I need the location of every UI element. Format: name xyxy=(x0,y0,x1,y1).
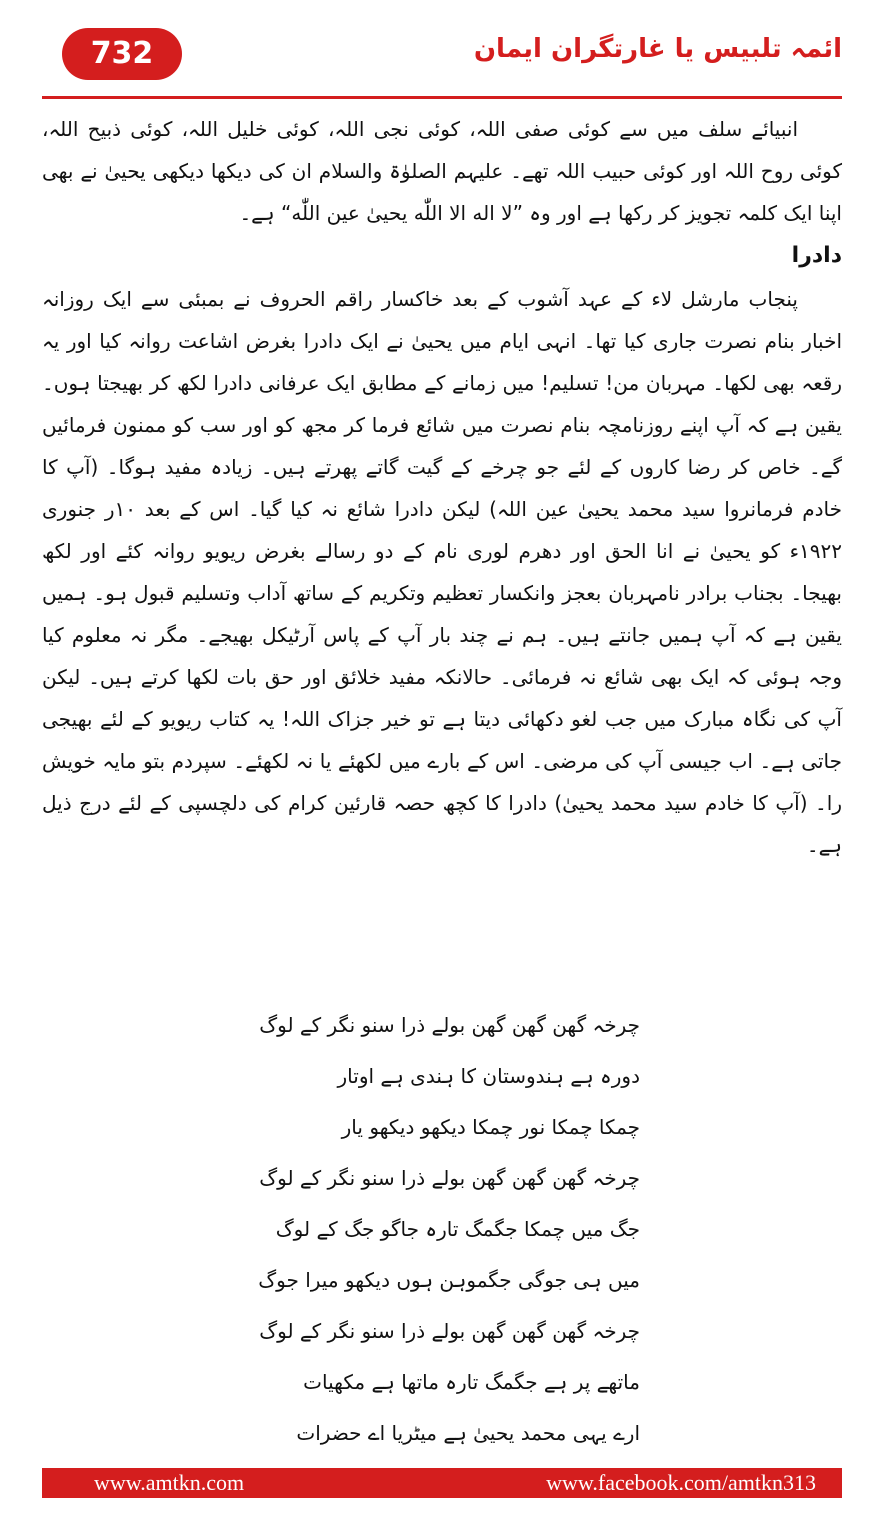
poem-line: چرخہ گھن گھن گھن بولے ذرا سنو نگر کے لوگ xyxy=(259,1013,640,1037)
poem-line: چرخہ گھن گھن گھن بولے ذرا سنو نگر کے لوگ xyxy=(259,1166,640,1190)
poem-line: جگ میں چمکا جگمگ تارہ جاگو جگ کے لوگ xyxy=(275,1217,640,1241)
page-number-badge: 732 xyxy=(62,28,182,80)
poem xyxy=(240,1000,640,1459)
poem-line: میں ہی جوگی جگموہن ہوں دیکھو میرا جوگ xyxy=(258,1268,640,1292)
facebook-link[interactable]: www.facebook.com/amtkn313 xyxy=(546,1470,816,1495)
footer-bar xyxy=(42,1468,842,1498)
poem-line: دورہ ہے ہندوستان کا ہندی ہے اوتار xyxy=(337,1064,640,1088)
paragraph-kalima: انبیائے سلف میں سے کوئی صفی اللہ، کوئی نجی اللہ، کوئی خلیل اللہ، کوئی ذبیح اللہ، کوئی روح اللہ اور کوئی حبیب اللہ تھے۔ علیہم الصلوٰۃ والسلام ان کی دیکھا دیکھی یحییٰ نے بھی اپنا ایک کلمہ تجویز کر رکھا ہے اور وہ ”لا اله الا اللّٰه يحيىٰ عين اللّٰه“ ہے۔ xyxy=(42,117,842,225)
body-text xyxy=(42,108,842,866)
section-heading: دادرا xyxy=(791,243,842,268)
poem-line: ماتھے پر ہے جگمگ تارہ ماتھا ہے مکھیات xyxy=(303,1370,640,1394)
paragraph-dadra-story: پنجاب مارشل لاء کے عہد آشوب کے بعد خاکسار راقم الحروف نے بمبئی سے ایک روزانہ اخبار بنام نصرت جاری کیا تھا۔ انہی ایام میں یحییٰ نے ایک دادرا بغرض اشاعت روانہ کیا اور یہ رقعہ بھی لکھا۔ مہربان من! تسلیم! میں زمانے کے مطابق ایک عرفانی دادرا لکھ کر بھیجتا ہوں۔ یقین ہے کہ آپ اپنے روزنامچہ بنام نصرت میں شائع فرما کر مجھ کو اور سب کو ممنون فرمائیں گے۔ خاص کر رضا کاروں کے لئے جو چرخے کے گیت گاتے پھرتے ہیں۔ زیادہ مفید ہوگا۔ (آپ کا خادم فرمانروا سید محمد یحییٰ عین اللہ) لیکن دادرا شائع نہ کیا گیا۔ اس کے بعد ۱۰ر جنوری ۱۹۲۲ء کو یحییٰ نے انا الحق اور دھرم لوری نام کے دو رسالے بغرض ریویو روانہ کئے اور لکھ بھیجا۔ بجناب برادر نامہربان بعجز وانکسار تعظیم وتکریم کے ساتھ آداب وتسلیم قبول ہو۔ ہمیں یقین ہے کہ آپ ہمیں جانتے ہیں۔ ہم نے چند بار آپ کے پاس آرٹیکل بھیجے۔ مگر نہ معلوم کیا وجہ ہوئی کہ ایک بھی شائع نہ فرمائی۔ حالانکہ مفید خلائق اور حق بات لکھا کرتے ہیں۔ لیکن آپ کی نگاہ مبارک میں جب لغو دکھائی دیتا ہے تو خیر جزاک اللہ! یہ کتاب ریویو کے لئے بھیجی جاتی ہے۔ اب جیسی آپ کی مرضی۔ اس کے بارے میں لکھئے یا نہ لکھئے۔ سپردم بتو مایہ خویش را۔ (آپ کا خادم سید محمد یحییٰ) دادرا کا کچھ حصہ قارئین کرام کی دلچسپی کے لئے درج ذیل ہے۔ xyxy=(42,287,842,857)
book-title: ائمہ تلبیس یا غارتگران ایمان xyxy=(473,34,842,64)
website-link[interactable]: www.amtkn.com xyxy=(94,1470,245,1495)
header-divider xyxy=(42,96,842,99)
page-header xyxy=(42,28,842,90)
poem-line: ارے یہی محمد یحییٰ ہے میٹریا اے حضرات xyxy=(296,1421,640,1445)
poem-line: چرخہ گھن گھن گھن بولے ذرا سنو نگر کے لوگ xyxy=(259,1319,640,1343)
poem-line: چمکا چمکا نور چمکا دیکھو دیکھو یار xyxy=(341,1115,640,1139)
